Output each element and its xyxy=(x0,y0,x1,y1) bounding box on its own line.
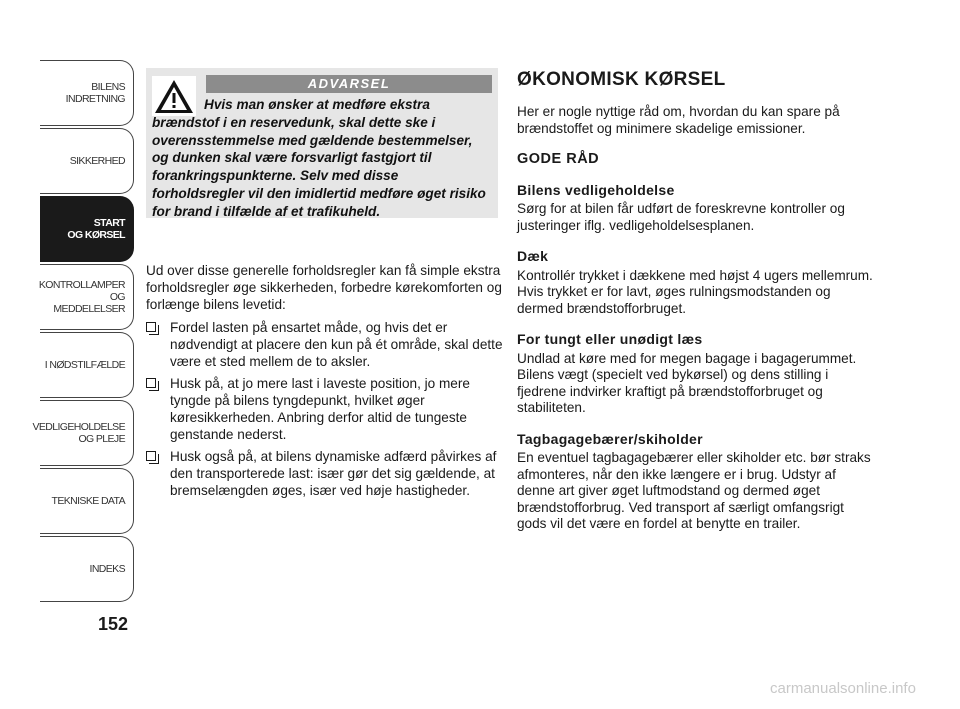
tab-sikkerhed[interactable]: SIKKERHED xyxy=(40,128,134,194)
left-column xyxy=(146,262,506,504)
section-body-roof-rack: En eventuel tagbagagebærer eller skiholder etc. bør straks afmonteres, når den ikke længere er i brug. Udstyr af denne art giver øget luftmodstand og dermed øget brændstofforbrug. Ved transport af særligt omfangsrigt gods vil det være en fordel at benytte en trailer. xyxy=(517,450,871,531)
section-body-maintenance: Sørg for at bilen får udført de foreskrevne kontroller og justeringer iflg. vedligeholdelsesplanen. xyxy=(517,201,845,233)
precautions-list xyxy=(146,319,506,499)
list-item xyxy=(146,375,506,443)
right-intro: Her er nogle nyttige råd om, hvordan du kan spare på brændstoffet og minimere skadelige emissioner. xyxy=(517,104,840,136)
list-item xyxy=(146,448,506,499)
tab-i-nodstilfaelde[interactable]: I NØDSTILFÆLDE xyxy=(40,332,134,398)
left-intro: Ud over disse generelle forholdsregler kan få simple ekstra forholdsregler øge sikkerheden, forbedre kørekomforten og forlænge bilens levetid: xyxy=(146,263,502,312)
list-item-text: Fordel lasten på ensartet måde, og hvis det er nødvendigt at placere den kun på ét område, skal dette være et sted mellem de to aksler. xyxy=(170,320,503,369)
section-heading-roof-rack: Tagbagagebærer/skiholder xyxy=(517,430,703,447)
warning-title: ADVARSEL xyxy=(206,75,492,93)
section-body-tyres: Kontrollér trykket i dækkene med højst 4 ugers mellemrum. Hvis trykket er for lavt, øges rulningsmodstanden og dermed brændstofforbruget. xyxy=(517,267,873,316)
tab-vedligeholdelse[interactable]: VEDLIGEHOLDELSE OG PLEJE xyxy=(40,400,134,466)
list-item-text: Husk også på, at bilens dynamiske adfærd påvirkes af den transporterede last: især gør det sig gældende, at bremselængden øges, især ved høje hastigheder. xyxy=(170,449,497,498)
checkbox-bullet-icon xyxy=(146,378,156,388)
right-column xyxy=(517,68,877,547)
page-title: ØKONOMISK KØRSEL xyxy=(517,69,726,90)
tab-indeks[interactable]: INDEKS xyxy=(40,536,134,602)
tab-bilens-indretning[interactable]: BILENS INDRETNING xyxy=(40,60,134,126)
section-heading-tyres: Dæk xyxy=(517,248,549,264)
section-body-load: Undlad at køre med for megen bagage i bagagerummet. Bilens vægt (specielt ved bykørsel) og dens stilling i fjedrene indvirker kraftigt på brændstofforbruget og stabiliteten. xyxy=(517,350,857,415)
watermark: carmanualsonline.info xyxy=(770,680,916,697)
checkbox-bullet-icon xyxy=(146,451,156,461)
warning-text: Hvis man ønsker at medføre ekstra brændstof i en reservedunk, skal dette ske i overensstemmelse med gældende bestemmelser, og dunken skal være forsvarligt fastgjort til forankringspunkterne. Selv med disse forholdsregler vil den imidlertid medføre øget risiko for brand i tilfælde af et trafikuheld. xyxy=(152,97,486,219)
checkbox-bullet-icon xyxy=(146,322,156,332)
tab-kontrollamper[interactable]: KONTROLLAMPER OG MEDDELELSER xyxy=(40,264,134,330)
tab-tekniske-data[interactable]: TEKNISKE DATA xyxy=(40,468,134,534)
section-subtitle: GODE RÅD xyxy=(517,151,600,167)
section-heading-load: For tungt eller unødigt læs xyxy=(517,331,703,347)
list-item-text: Husk på, at jo mere last i laveste position, jo mere tyngde på bilens tyngdepunkt, hvilket øger køresikkerheden. Anbring derfor altid de tungeste genstande nederst. xyxy=(170,376,470,442)
list-item xyxy=(146,319,506,370)
warning-box xyxy=(146,68,498,218)
page-number: 152 xyxy=(98,614,129,634)
tab-start-og-korsel[interactable]: START OG KØRSEL xyxy=(40,196,134,262)
section-heading-maintenance: Bilens vedligeholdelse xyxy=(517,181,675,198)
